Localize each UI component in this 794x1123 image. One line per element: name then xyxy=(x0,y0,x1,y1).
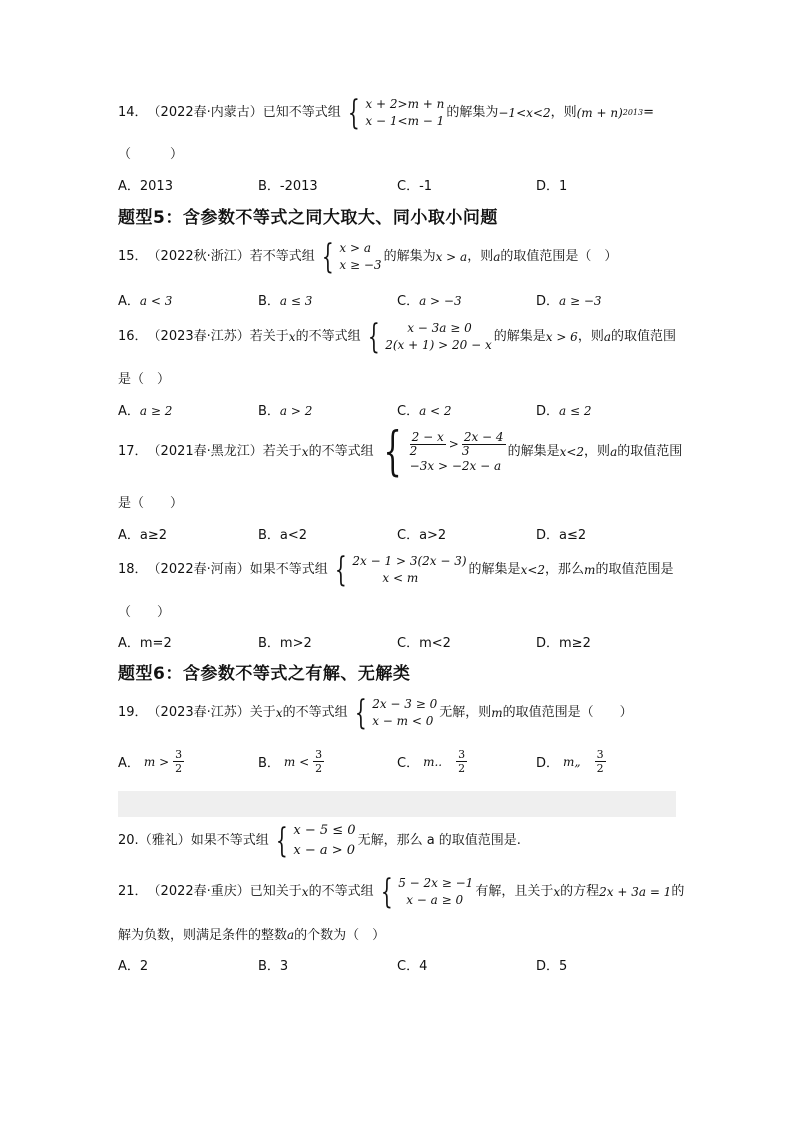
variable: x xyxy=(301,885,309,899)
option-math: m.. xyxy=(423,754,443,769)
option-d[interactable]: D．5 xyxy=(536,959,568,974)
question-source: （2022春·河南） xyxy=(147,562,250,577)
question-15 xyxy=(118,237,618,277)
question-text-continued: 是（ ） xyxy=(118,496,184,511)
denominator: 2 xyxy=(596,762,604,775)
question-text: 的解集是 xyxy=(507,444,560,459)
option-label: C． xyxy=(397,404,420,419)
option-label: B． xyxy=(258,404,280,419)
system-row: 2(x + 1) > 20 − x xyxy=(385,338,492,352)
question-text: ，则 xyxy=(577,329,604,344)
system-row: x − m < 0 xyxy=(372,714,434,728)
option-a[interactable]: A．2 xyxy=(118,959,149,974)
option-d[interactable] xyxy=(536,400,592,419)
question-text: 的方程 xyxy=(560,884,600,899)
question-text: ，则 xyxy=(584,444,611,459)
option-a[interactable]: A．a≥2 xyxy=(118,528,168,543)
greater-than: > xyxy=(448,437,459,451)
brace-icon: { xyxy=(321,237,334,277)
fraction xyxy=(410,431,446,458)
question-text: 的取值范围 xyxy=(611,329,677,344)
option-label: A． xyxy=(118,294,140,309)
option-math: a > 2 xyxy=(279,404,313,418)
option-d[interactable] xyxy=(536,290,602,309)
fraction xyxy=(313,748,324,775)
inequality-system xyxy=(330,550,467,590)
system-row: 2x − 1 > 3(2x − 3) xyxy=(352,554,467,568)
option-label: B． xyxy=(258,294,280,309)
option-b[interactable]: B．m>2 xyxy=(258,636,312,651)
question-number: 20. xyxy=(118,833,139,848)
solution-set: x<2 xyxy=(520,563,546,577)
option-math: a > −3 xyxy=(419,294,462,308)
question-19 xyxy=(118,693,633,733)
question-20 xyxy=(118,821,521,861)
question-text: 的取值范围 xyxy=(617,444,683,459)
equation: 2x + 3a = 1 xyxy=(599,885,672,899)
system-row: x − a ≥ 0 xyxy=(406,893,464,907)
fraction xyxy=(462,431,506,458)
question-14 xyxy=(118,93,655,133)
option-c[interactable]: C．-1 xyxy=(397,179,433,194)
question-text: 的不等式组 xyxy=(295,329,361,344)
question-21 xyxy=(118,872,685,912)
option-a[interactable] xyxy=(118,400,172,419)
inequality-system xyxy=(350,693,438,733)
denominator: 2 xyxy=(315,762,323,775)
option-b[interactable] xyxy=(258,290,312,309)
option-label: C． xyxy=(397,756,420,771)
numerator: 3 xyxy=(315,748,323,761)
option-c[interactable] xyxy=(397,290,462,309)
inequality-system xyxy=(363,317,492,357)
question-text: 有解，且关于 xyxy=(475,884,554,899)
question-source: （2023春·江苏） xyxy=(147,705,250,720)
question-text-continued: （ ） xyxy=(118,605,171,620)
question-text-continued xyxy=(118,926,385,945)
separator-bar xyxy=(118,791,676,817)
question-text: 的取值范围是（ ） xyxy=(500,249,618,264)
system-row: x − 5 ≤ 0 xyxy=(293,823,356,838)
answer-blank: （ ） xyxy=(118,147,184,162)
numerator: 3 xyxy=(458,748,466,761)
parameter: a xyxy=(287,928,295,942)
variable: x xyxy=(288,330,296,344)
question-source: （2022春·重庆） xyxy=(147,884,250,899)
question-text: ，则 xyxy=(467,249,494,264)
numerator: 2 − x xyxy=(411,429,444,444)
question-text: 的不等式组 xyxy=(308,444,374,459)
question-text: 的不等式组 xyxy=(282,705,348,720)
option-math: a < 2 xyxy=(419,404,452,418)
system-row: 2x − 3 ≥ 0 xyxy=(372,697,438,711)
parameter: a xyxy=(493,250,501,264)
question-text: 的解集为 xyxy=(383,249,436,264)
exponent: 2013 xyxy=(622,108,644,117)
question-text: 的不等式组 xyxy=(308,884,374,899)
equals-sign: = xyxy=(643,105,655,120)
option-math: a ≤ 3 xyxy=(279,294,313,308)
system-row: x − 1<m − 1 xyxy=(365,114,445,128)
question-number: 16． xyxy=(118,329,148,344)
option-b[interactable]: B．-2013 xyxy=(258,179,318,194)
question-number: 21． xyxy=(118,884,148,899)
question-text: 如果不等式组 xyxy=(249,562,328,577)
system-row: x ≥ −3 xyxy=(339,258,382,272)
brace-icon: { xyxy=(275,821,288,861)
question-source: （2022秋·浙江） xyxy=(147,249,250,264)
option-math: a ≥ −3 xyxy=(559,294,602,308)
option-b[interactable]: B．a<2 xyxy=(258,528,308,543)
question-number: 14． xyxy=(118,105,148,120)
inequality-system xyxy=(343,93,445,133)
question-text: 关于 xyxy=(249,705,276,720)
solution-set: x > 6 xyxy=(545,330,578,344)
fraction xyxy=(456,748,467,775)
system-row: x − 3a ≥ 0 xyxy=(407,321,472,335)
question-source: （2022春·内蒙古） xyxy=(147,105,263,120)
numerator: 2x − 4 xyxy=(463,429,504,444)
option-d[interactable] xyxy=(536,748,606,775)
option-label: A． xyxy=(118,756,140,771)
question-text: 无解，那么 a 的取值范围是. xyxy=(357,833,521,848)
question-text: 的解集为 xyxy=(446,105,499,120)
option-math: a ≤ 2 xyxy=(559,404,592,418)
question-text: 若关于 xyxy=(262,444,302,459)
solution-set: −1<x<2 xyxy=(498,106,551,120)
inequality-system xyxy=(317,237,382,277)
system-row: x < m xyxy=(382,571,419,585)
question-text: 的 xyxy=(671,884,685,899)
fraction xyxy=(595,748,606,775)
option-b[interactable] xyxy=(258,748,324,775)
option-c[interactable] xyxy=(397,400,452,419)
question-text: 若关于 xyxy=(249,329,289,344)
question-text: 的取值范围是（ ） xyxy=(502,705,633,720)
brace-icon: { xyxy=(347,93,360,133)
option-math: m > xyxy=(143,754,170,769)
option-c[interactable]: C．4 xyxy=(397,959,428,974)
question-number: 15． xyxy=(118,249,148,264)
question-text: 解为负数，则满足条件的整数 xyxy=(118,928,288,943)
inequality-system xyxy=(271,821,356,861)
section-heading-5: 题型5：含参数不等式之同大取大、同小取小问题 xyxy=(118,208,498,228)
expression: (m + n) xyxy=(576,106,623,120)
question-number: 18． xyxy=(118,562,148,577)
brace-icon: { xyxy=(383,422,402,482)
numerator: 3 xyxy=(596,748,604,761)
question-text-continued: 是（ ） xyxy=(118,372,171,387)
system-row: x − a > 0 xyxy=(293,843,356,858)
question-text: 的取值范围是 xyxy=(595,562,674,577)
question-number: 17． xyxy=(118,444,148,459)
option-math: a < 3 xyxy=(139,294,173,308)
denominator: 2 xyxy=(458,762,466,775)
option-label: B． xyxy=(258,756,280,771)
brace-icon: { xyxy=(334,550,347,590)
question-18 xyxy=(118,550,674,590)
numerator: 3 xyxy=(175,748,183,761)
option-label: C． xyxy=(397,294,420,309)
question-text: 无解，则 xyxy=(439,705,492,720)
denominator: 2 xyxy=(409,443,418,458)
inequality-system xyxy=(376,422,506,482)
option-c[interactable]: C．m<2 xyxy=(397,636,451,651)
option-a[interactable]: A．2013 xyxy=(118,179,173,194)
variable: x xyxy=(275,706,283,720)
system-row: x > a xyxy=(339,241,372,255)
option-math: m < xyxy=(283,754,310,769)
solution-set: x > a xyxy=(435,250,468,264)
option-label: D． xyxy=(536,294,560,309)
question-text: 如果不等式组 xyxy=(190,833,269,848)
option-b[interactable]: B．3 xyxy=(258,959,289,974)
question-text: 的解集是 xyxy=(493,329,546,344)
denominator: 2 xyxy=(175,762,183,775)
question-17 xyxy=(118,422,683,482)
question-text: 已知关于 xyxy=(249,884,302,899)
system-row: 5 − 2x ≥ −1 xyxy=(398,876,474,890)
question-text: 已知不等式组 xyxy=(262,105,341,120)
option-a[interactable] xyxy=(118,290,172,309)
section-heading-6: 题型6：含参数不等式之有解、无解类 xyxy=(118,664,411,684)
question-text: 的解集是 xyxy=(468,562,521,577)
option-d[interactable]: D．1 xyxy=(536,179,568,194)
option-c[interactable] xyxy=(397,748,467,775)
question-text: 若不等式组 xyxy=(249,249,315,264)
parameter: m xyxy=(584,563,596,577)
parameter: a xyxy=(603,330,611,344)
inequality-system xyxy=(376,872,474,912)
system-row xyxy=(410,431,506,458)
brace-icon: { xyxy=(367,317,380,357)
option-label: D． xyxy=(536,404,560,419)
option-b[interactable] xyxy=(258,400,312,419)
question-source: （2023春·江苏） xyxy=(147,329,250,344)
option-d[interactable]: D．a≤2 xyxy=(536,528,587,543)
variable: x xyxy=(553,885,561,899)
solution-set: x<2 xyxy=(559,445,585,459)
brace-icon: { xyxy=(380,872,393,912)
parameter: m xyxy=(491,706,503,720)
system-row: x + 2>m + n xyxy=(365,97,445,111)
brace-icon: { xyxy=(354,693,367,733)
fraction xyxy=(173,748,184,775)
option-a[interactable]: A．m=2 xyxy=(118,636,172,651)
option-label: D． xyxy=(536,756,560,771)
option-a[interactable] xyxy=(118,748,184,775)
parameter: a xyxy=(610,445,618,459)
option-d[interactable]: D．m≥2 xyxy=(536,636,591,651)
question-number: 19． xyxy=(118,705,148,720)
option-label: A． xyxy=(118,404,140,419)
question-16 xyxy=(118,317,677,357)
question-text: 的个数为（ ） xyxy=(294,928,386,943)
question-source: （2021春·黑龙江） xyxy=(147,444,263,459)
denominator: 3 xyxy=(461,443,470,458)
option-c[interactable]: C．a>2 xyxy=(397,528,447,543)
option-math: a ≥ 2 xyxy=(139,404,173,418)
question-source: （雅礼） xyxy=(138,833,191,848)
question-text: ，则 xyxy=(550,105,577,120)
option-math: m„ xyxy=(563,754,581,769)
variable: x xyxy=(301,445,309,459)
question-text: ，那么 xyxy=(545,562,585,577)
system-row: −3x > −2x − a xyxy=(409,458,502,473)
